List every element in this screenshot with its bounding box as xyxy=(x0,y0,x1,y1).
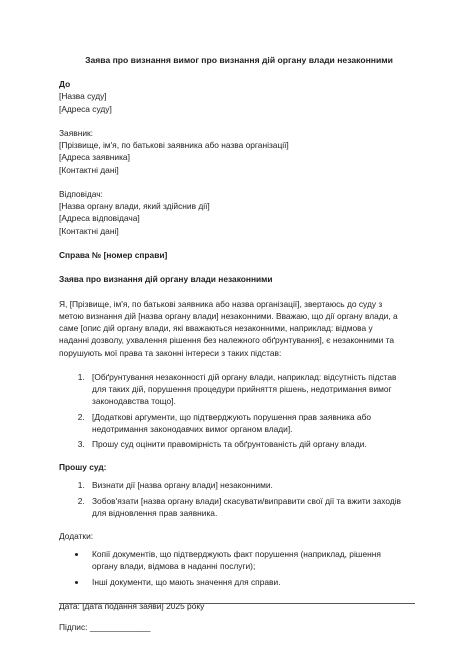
document-title: Заява про визнання вимог про визнання дій органу влади незаконними xyxy=(85,55,393,65)
list-item xyxy=(87,411,419,435)
list-item-line: 1. [Обґрунтування незаконності дій органу влади, наприклад: відсутність підстав xyxy=(92,371,397,382)
intro-line: Я, [Прізвище, ім'я, по батькові заявника або назва організації], звертаюсь до суду з xyxy=(59,298,383,309)
intro-paragraph xyxy=(59,298,419,359)
attachments-heading: Додатки: xyxy=(59,531,94,542)
intro-line: порушують мої права та законні інтереси з таких підстав: xyxy=(59,347,282,358)
list-item-line: 2. [Додаткові аргументи, що підтверджують порушення прав заявника або xyxy=(92,411,372,422)
request-heading: Прошу суд: xyxy=(59,462,107,473)
date-line: Дата: [дата подання заяви] 2025 року xyxy=(59,600,205,611)
signature-line: Підпис: _____________ xyxy=(59,622,151,633)
document-body xyxy=(59,54,419,633)
list-item-line: • Копії документів, що підтверджують факт порушення (наприклад, рішення xyxy=(92,549,381,560)
respondent-name: [Назва органу влади, який здійснив дії] xyxy=(59,201,210,212)
to-label: До xyxy=(59,79,71,90)
applicant-name: [Прізвище, ім'я, по батькові заявника або назва організації] xyxy=(59,140,289,151)
applicant-address: [Адреса заявника] xyxy=(59,152,130,163)
respondent-label: Відповідач: xyxy=(59,189,103,199)
list-item xyxy=(87,576,419,588)
court-address: [Адреса суду] xyxy=(59,103,112,114)
list-item-line: 1. Визнати дії [назва органу влади] незаконними. xyxy=(92,480,273,491)
list-item xyxy=(87,479,419,491)
subject-heading: Заява про визнання дій органу влади незаконними xyxy=(59,274,273,285)
list-item-line: 3. Прошу суд оцінити правомірність та обґрунтованість дій органу влади. xyxy=(92,439,367,449)
applicant-contacts: [Контактні дані] xyxy=(59,164,119,175)
list-item xyxy=(87,371,419,408)
list-item-line: законодавства тощо]. xyxy=(92,396,176,407)
case-number: Справа № [номер справи] xyxy=(59,250,168,260)
list-item xyxy=(87,495,419,519)
intro-line: наданні дозволу, ухвалення рішення без належного обґрунтування], є незаконними та xyxy=(59,335,395,346)
respondent-address: [Адреса відповідача] xyxy=(59,213,140,224)
court-name: [Назва суду] xyxy=(59,91,107,102)
intro-line: метою визнання дій [назва органу влади] незаконними. Вважаю, що дії органу влади, а xyxy=(59,310,398,321)
list-item-line: органу влади, відмова в наданні послуги); xyxy=(92,561,256,572)
list-item-line: недотримання законодавчих вимог органом влади]. xyxy=(92,423,293,434)
request-list xyxy=(59,479,419,519)
grounds-list xyxy=(59,371,419,450)
respondent-contacts: [Контактні дані] xyxy=(59,225,119,236)
list-item xyxy=(87,438,419,450)
list-item-line: 2. Зобов'язати [назва органу влади] скасувати/виправити свої дії та вжити заходів xyxy=(92,495,402,506)
list-item-line: для таких дій, порушення процедури прийняття рішень, недотримання вимог xyxy=(92,384,392,395)
intro-line: саме [опис дій органу влади, які вважаються незаконними, наприклад: відмова у xyxy=(59,323,373,334)
list-item xyxy=(87,548,419,572)
list-item-line: • Інші документи, що мають значення для справи. xyxy=(92,576,281,587)
applicant-label: Заявник: xyxy=(59,128,93,138)
attachments-list xyxy=(59,548,419,588)
footer-divider xyxy=(59,603,415,604)
list-item-line: для відновлення прав заявника. xyxy=(92,507,218,518)
